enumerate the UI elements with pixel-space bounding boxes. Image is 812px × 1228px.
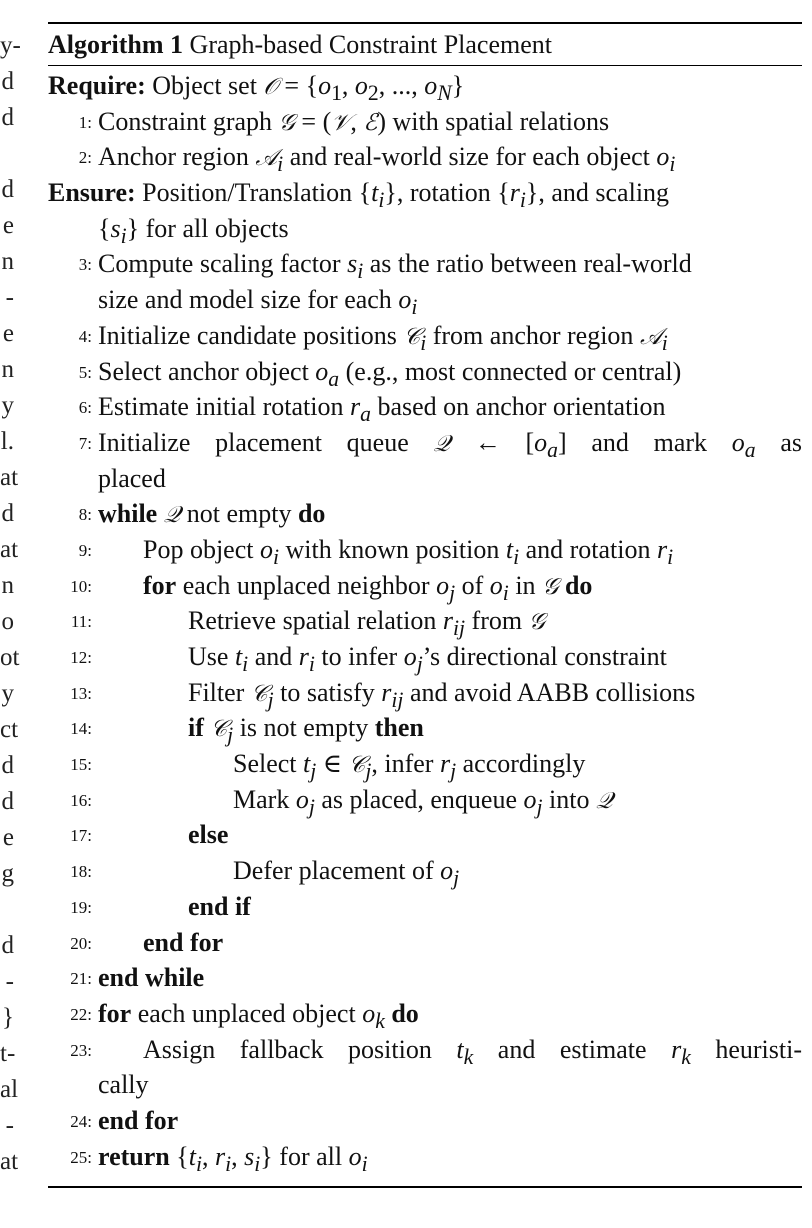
line-number: 13: xyxy=(70,683,92,703)
line-number: 10: xyxy=(70,576,92,596)
edge-fragment: d xyxy=(1,176,14,203)
algorithm-line: 17: else xyxy=(48,817,802,853)
algorithm-line: 6: Estimate initial rotation $r_a$ based on anchor orientation xyxy=(48,389,802,425)
edge-fragment: y- xyxy=(0,32,21,59)
edge-fragment: d xyxy=(1,68,14,95)
algorithm-line: 20: end for xyxy=(48,925,802,961)
line-number: 17: xyxy=(70,826,92,846)
edge-fragment: d xyxy=(1,932,14,959)
edge-fragment: e xyxy=(2,320,14,347)
line-number: 23: xyxy=(70,1040,92,1060)
line-number: 1: xyxy=(78,112,92,132)
edge-fragment: at xyxy=(0,1148,19,1175)
line-number: 6: xyxy=(78,398,92,418)
line-number: 19: xyxy=(70,897,92,917)
algorithm-line: 12: Use $t_i$ and $r_i$ to infer $o_j’s$ directional constraint xyxy=(48,639,802,675)
edge-fragment: al xyxy=(0,1076,19,1103)
edge-fragment: e xyxy=(2,212,14,239)
algorithm-block xyxy=(48,22,802,1174)
edge-fragment: d xyxy=(1,752,14,779)
algorithm-title: Graph-based Constraint Placement xyxy=(189,30,552,59)
line-number: 3: xyxy=(78,255,92,275)
algorithm-line: 22: for each unplaced object $o_k$ do xyxy=(48,996,802,1032)
algorithm-line: 8: while 𝒬 not empty do xyxy=(48,496,802,532)
algorithm-label: Algorithm 1 xyxy=(48,30,184,59)
ensure-keyword: Ensure: xyxy=(48,178,136,208)
algorithm-line: 24: end for xyxy=(48,1103,802,1139)
line-number: 8: xyxy=(78,505,92,525)
algorithm-line: 10: for each unplaced neighbor $o_j$ of $o_i$ in 𝒢 do xyxy=(48,568,802,604)
edge-fragment: - xyxy=(5,1112,14,1139)
ensure-line: Ensure: Position/Translation $\{t_i\}$, rotation $\{r_i\}$, and scaling xyxy=(48,178,670,213)
edge-fragment: n xyxy=(1,248,14,275)
algorithm-line-cont: cally xyxy=(98,1070,149,1100)
require-line: Require: Object set 𝒪 = {$o_1$, $o_2$, ..., $o_N$} xyxy=(48,71,465,106)
algorithm-line: 18: Defer placement of $o_j$ xyxy=(48,853,802,889)
algorithm-line: 21: end while xyxy=(48,960,802,996)
edge-fragment: d xyxy=(1,500,14,527)
line-number: 7: xyxy=(78,433,92,453)
line-number: 15: xyxy=(70,755,92,775)
line-number: 22: xyxy=(70,1004,92,1024)
line-number: 11: xyxy=(70,612,92,632)
algorithm-line: 9: Pop object $o_i$ with known position $t_i$ and rotation $r_i$ xyxy=(48,532,802,568)
edge-fragment: - xyxy=(5,968,14,995)
line-number: 25: xyxy=(70,1147,92,1167)
edge-fragment: d xyxy=(1,104,14,131)
algorithm-body xyxy=(48,68,802,1174)
edge-fragment: y xyxy=(1,680,14,707)
edge-fragment: o xyxy=(1,608,14,635)
edge-fragment: n xyxy=(1,356,14,383)
line-number: 16: xyxy=(70,790,92,810)
bottom-rule xyxy=(48,1186,802,1188)
algorithm-line: 16: Mark $o_j$ as placed, enqueue $o_j$ into 𝒬 xyxy=(48,782,802,818)
algorithm-line: 3: Compute scaling factor $s_i$ as the ratio between real-world xyxy=(48,246,802,282)
algorithm-line: 1: Constraint graph 𝒢 = (𝒱, ℰ) with spatial relations xyxy=(48,104,802,140)
edge-fragment: ot xyxy=(0,644,20,671)
edge-fragment: at xyxy=(0,536,19,563)
edge-fragment: y xyxy=(1,392,14,419)
algorithm-line: 25: return {$t_i$, $r_i$, $s_i$} for all $o_i$ xyxy=(48,1139,802,1175)
caption-rule xyxy=(48,65,802,66)
algorithm-line: 13: Filter 𝒞$_j$ to satisfy $r_{ij}$ and avoid AABB collisions xyxy=(48,675,802,711)
algorithm-line-cont: placed xyxy=(98,463,166,493)
line-number: 5: xyxy=(78,362,92,382)
edge-fragment: e xyxy=(2,824,14,851)
edge-fragment: - xyxy=(5,284,14,311)
algorithm-line: 15: Select $t_j$ ∈ 𝒞$_j$, infer $r_j$ accordingly xyxy=(48,746,802,782)
line-number: 2: xyxy=(78,148,92,168)
edge-fragment: n xyxy=(1,572,14,599)
algorithm-line: 11: Retrieve spatial relation $r_{ij}$ from 𝒢 xyxy=(48,603,802,639)
require-text: Object set xyxy=(152,71,257,100)
line-number: 18: xyxy=(70,862,92,882)
edge-fragment: l. xyxy=(0,428,14,455)
algorithm-line: 5: Select anchor object $o_a$ (e.g., most connected or central) xyxy=(48,354,802,390)
algorithm-line: 14: if 𝒞$_j$ is not empty then xyxy=(48,710,802,746)
algorithm-line: 4: Initialize candidate positions 𝒞$_i$ from anchor region 𝒜$_i$ xyxy=(48,318,802,354)
edge-fragment: at xyxy=(0,464,19,491)
line-number: 4: xyxy=(78,326,92,346)
edge-fragment: ct xyxy=(0,716,19,743)
edge-fragment: g xyxy=(1,860,14,887)
algorithm-line: 19: end if xyxy=(48,889,802,925)
line-number: 20: xyxy=(70,933,92,953)
algorithm-caption xyxy=(48,24,802,63)
line-number: 12: xyxy=(70,648,92,667)
require-keyword: Require: xyxy=(48,71,146,100)
algorithm-line: 2: Anchor region 𝒜$_i$ and real-world size for each object $o_i$ xyxy=(48,139,802,175)
line-number: 21: xyxy=(70,969,92,989)
algorithm-line: 23: Assign fallback position $t_k$ and estimate $r_k$ heuristi- xyxy=(48,1032,802,1068)
algorithm-line: 7: Initialize placement queue 𝒬 ← $[o_a]$ and mark $o_a$ as xyxy=(48,425,802,461)
line-number: 24: xyxy=(70,1111,92,1131)
edge-fragment: t- xyxy=(0,1040,16,1067)
line-number: 9: xyxy=(78,540,92,560)
ensure-line-cont: $\{s_i\}$ for all objects xyxy=(98,213,289,248)
algorithm-line-cont: size and model size for each $o_i$ xyxy=(98,285,418,320)
edge-fragment: } xyxy=(2,1004,14,1031)
edge-fragment: d xyxy=(1,788,14,815)
line-number: 14: xyxy=(70,719,92,739)
